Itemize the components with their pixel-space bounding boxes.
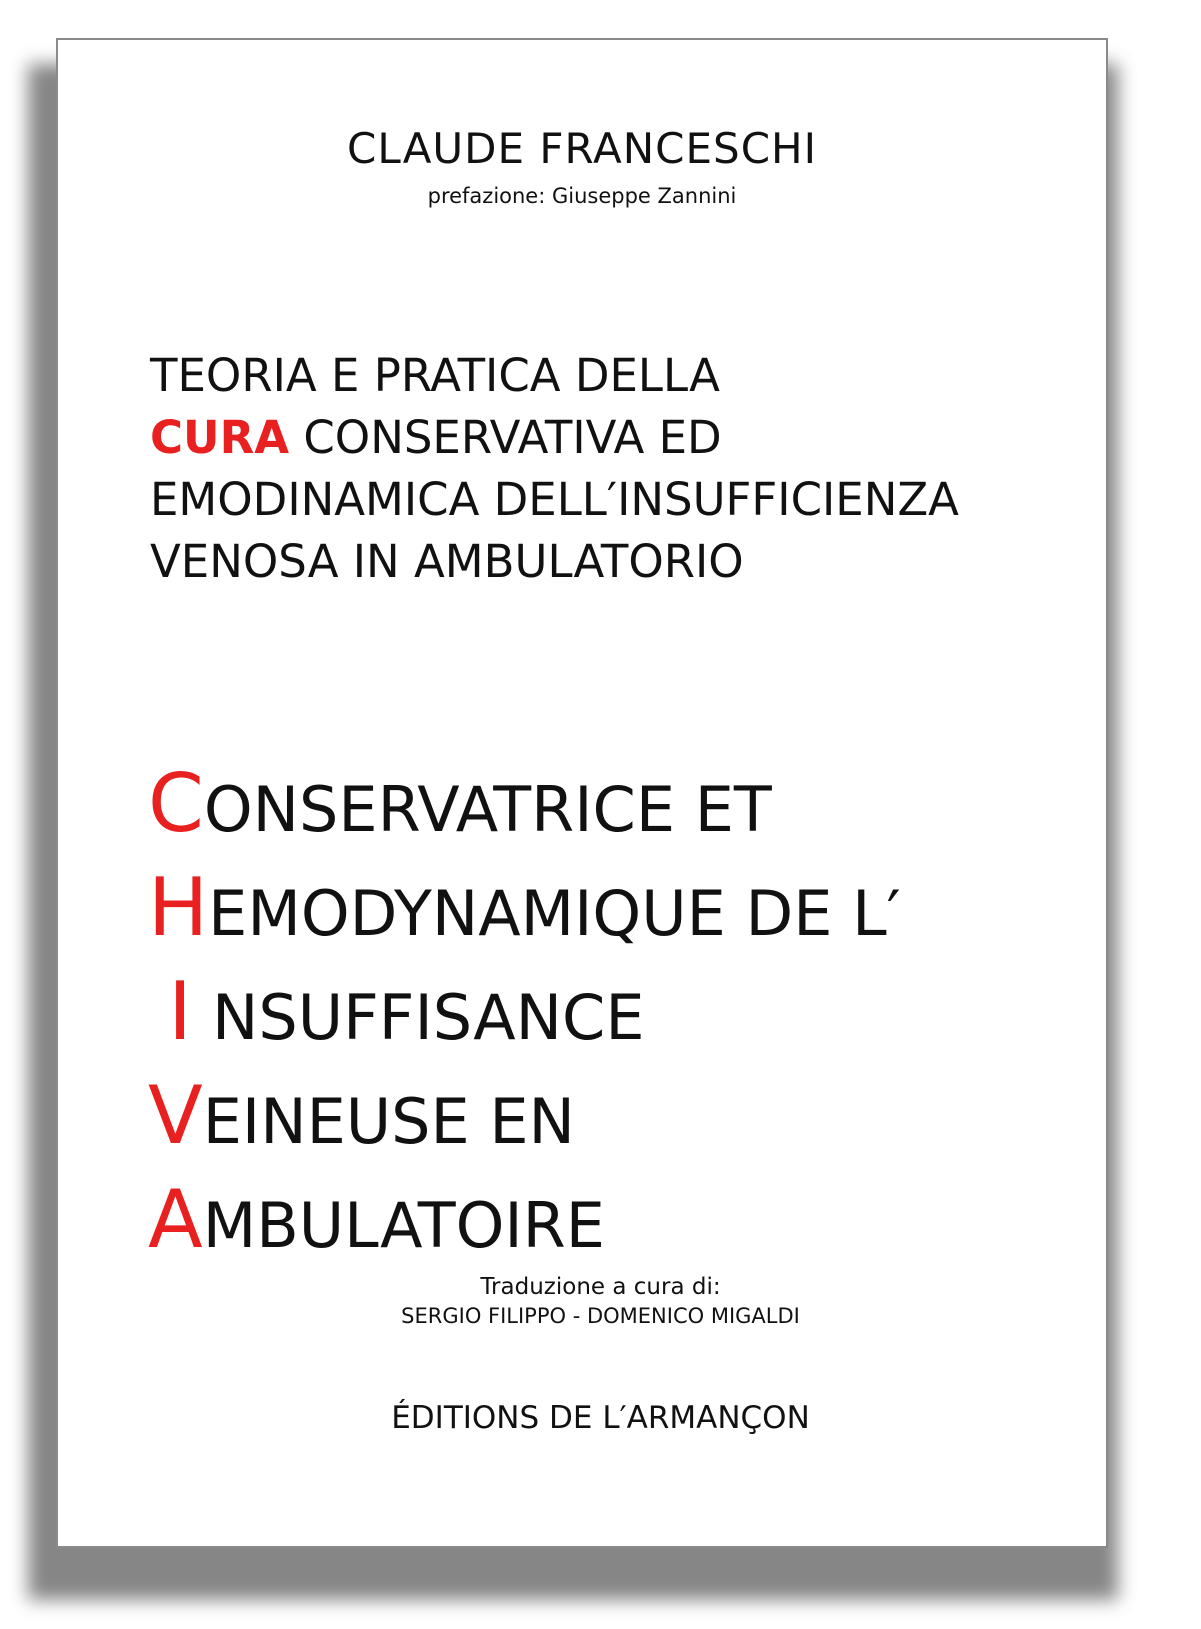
french-title-line-5	[148, 1168, 901, 1272]
italian-title-line-2	[150, 407, 959, 469]
italian-title-highlight: CURA	[150, 411, 290, 464]
french-title-initial-v: V	[148, 1069, 203, 1162]
italian-title-line-4: VENOSA IN AMBULATORIO	[150, 535, 744, 588]
french-title-initial-h: H	[148, 861, 209, 954]
french-title-line-2	[148, 856, 901, 960]
french-title-initial-i: I	[168, 965, 192, 1058]
publisher-name: ÉDITIONS DE L′ARMANÇON	[391, 1400, 810, 1436]
italian-title	[150, 345, 959, 593]
french-title-line-1-rest: ONSERVATRICE ET	[203, 773, 772, 846]
french-title-line-3-rest: NSUFFISANCE	[212, 981, 645, 1054]
french-title-line-3	[148, 960, 901, 1064]
author-name: CLAUDE FRANCESCHI	[347, 124, 817, 173]
french-title-line-4	[148, 1064, 901, 1168]
french-title-line-4-rest: EINEUSE EN	[202, 1085, 575, 1158]
french-title-initial-c: C	[148, 757, 204, 850]
italian-title-line-3: EMODINAMICA DELL′INSUFFICIENZA	[150, 473, 959, 526]
preface-credit: prefazione: Giuseppe Zannini	[427, 184, 737, 208]
french-title-line-5-rest: MBULATOIRE	[202, 1189, 605, 1262]
french-title-line-1	[148, 752, 901, 856]
french-title-initial-a: A	[148, 1173, 203, 1266]
translator-names: SERGIO FILIPPO - DOMENICO MIGALDI	[401, 1304, 800, 1328]
italian-title-line-2-rest: CONSERVATIVA ED	[289, 411, 722, 464]
french-title-line-2-rest: EMODYNAMIQUE DE L′	[208, 877, 901, 950]
translation-label: Traduzione a cura di:	[480, 1274, 721, 1300]
french-title-chiva	[148, 752, 901, 1272]
italian-title-line-1: TEORIA E PRATICA DELLA	[150, 349, 720, 402]
